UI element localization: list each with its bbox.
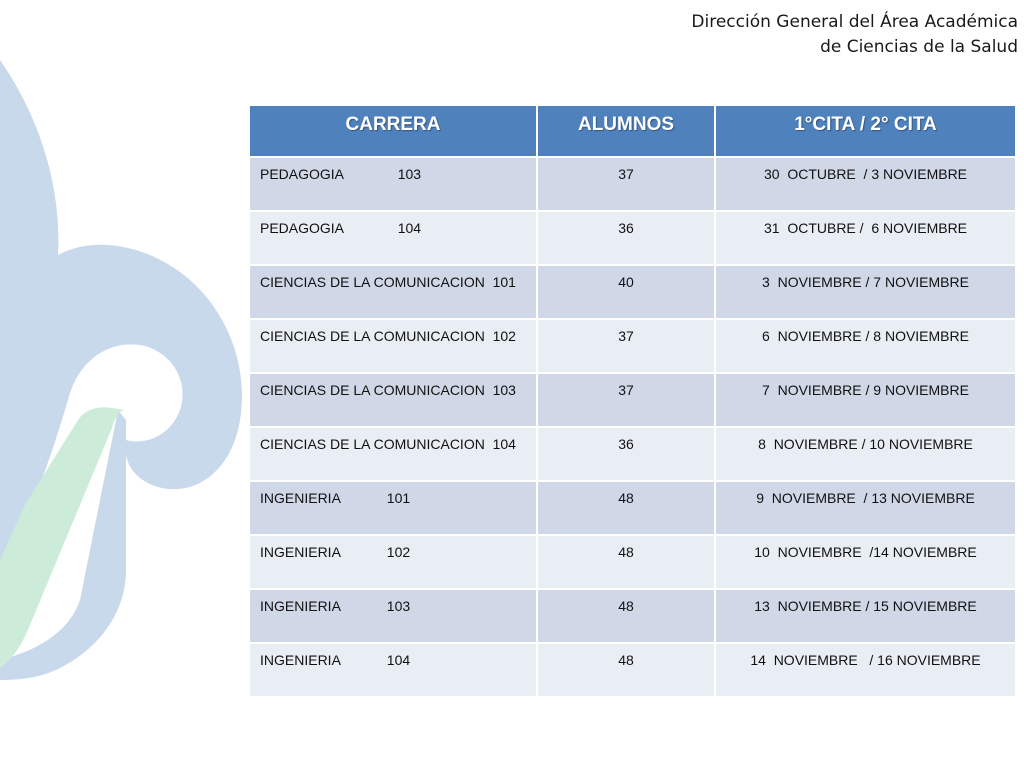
cell-alumnos: 37 bbox=[537, 319, 715, 373]
table-row bbox=[249, 373, 1016, 427]
cell-alumnos: 40 bbox=[537, 265, 715, 319]
university-logo-icon bbox=[0, 0, 260, 768]
table-row bbox=[249, 535, 1016, 589]
header-line-2: de Ciencias de la Salud bbox=[820, 37, 1018, 57]
cell-carrera: CIENCIAS DE LA COMUNICACION 102 bbox=[249, 319, 537, 373]
cell-carrera: PEDAGOGIA 103 bbox=[249, 157, 537, 211]
table-row bbox=[249, 157, 1016, 211]
cell-carrera: CIENCIAS DE LA COMUNICACION 101 bbox=[249, 265, 537, 319]
cell-citas: 10 NOVIEMBRE /14 NOVIEMBRE bbox=[715, 535, 1016, 589]
cell-carrera: INGENIERIA 103 bbox=[249, 589, 537, 643]
cell-alumnos: 36 bbox=[537, 211, 715, 265]
table-row bbox=[249, 265, 1016, 319]
table-row bbox=[249, 481, 1016, 535]
cell-citas: 13 NOVIEMBRE / 15 NOVIEMBRE bbox=[715, 589, 1016, 643]
column-header-citas: 1°CITA / 2° CITA bbox=[715, 105, 1016, 157]
cell-citas: 3 NOVIEMBRE / 7 NOVIEMBRE bbox=[715, 265, 1016, 319]
cell-alumnos: 37 bbox=[537, 373, 715, 427]
table-row bbox=[249, 427, 1016, 481]
cell-citas: 6 NOVIEMBRE / 8 NOVIEMBRE bbox=[715, 319, 1016, 373]
table-row bbox=[249, 211, 1016, 265]
table-header-row bbox=[249, 105, 1016, 157]
cell-carrera: INGENIERIA 102 bbox=[249, 535, 537, 589]
cell-carrera: CIENCIAS DE LA COMUNICACION 103 bbox=[249, 373, 537, 427]
appointment-schedule-table bbox=[248, 104, 1017, 698]
table-row bbox=[249, 319, 1016, 373]
cell-alumnos: 48 bbox=[537, 481, 715, 535]
cell-carrera: PEDAGOGIA 104 bbox=[249, 211, 537, 265]
cell-citas: 14 NOVIEMBRE / 16 NOVIEMBRE bbox=[715, 643, 1016, 697]
column-header-alumnos: ALUMNOS bbox=[537, 105, 715, 157]
cell-citas: 30 OCTUBRE / 3 NOVIEMBRE bbox=[715, 157, 1016, 211]
cell-alumnos: 37 bbox=[537, 157, 715, 211]
cell-alumnos: 48 bbox=[537, 589, 715, 643]
table-row bbox=[249, 589, 1016, 643]
cell-alumnos: 36 bbox=[537, 427, 715, 481]
cell-carrera: INGENIERIA 104 bbox=[249, 643, 537, 697]
cell-carrera: INGENIERIA 101 bbox=[249, 481, 537, 535]
table-row bbox=[249, 643, 1016, 697]
column-header-carrera: CARRERA bbox=[249, 105, 537, 157]
cell-carrera: CIENCIAS DE LA COMUNICACION 104 bbox=[249, 427, 537, 481]
institution-header bbox=[691, 10, 1018, 60]
cell-citas: 9 NOVIEMBRE / 13 NOVIEMBRE bbox=[715, 481, 1016, 535]
cell-alumnos: 48 bbox=[537, 535, 715, 589]
cell-citas: 31 OCTUBRE / 6 NOVIEMBRE bbox=[715, 211, 1016, 265]
cell-alumnos: 48 bbox=[537, 643, 715, 697]
cell-citas: 8 NOVIEMBRE / 10 NOVIEMBRE bbox=[715, 427, 1016, 481]
header-line-1: Dirección General del Área Académica bbox=[691, 12, 1018, 32]
cell-citas: 7 NOVIEMBRE / 9 NOVIEMBRE bbox=[715, 373, 1016, 427]
